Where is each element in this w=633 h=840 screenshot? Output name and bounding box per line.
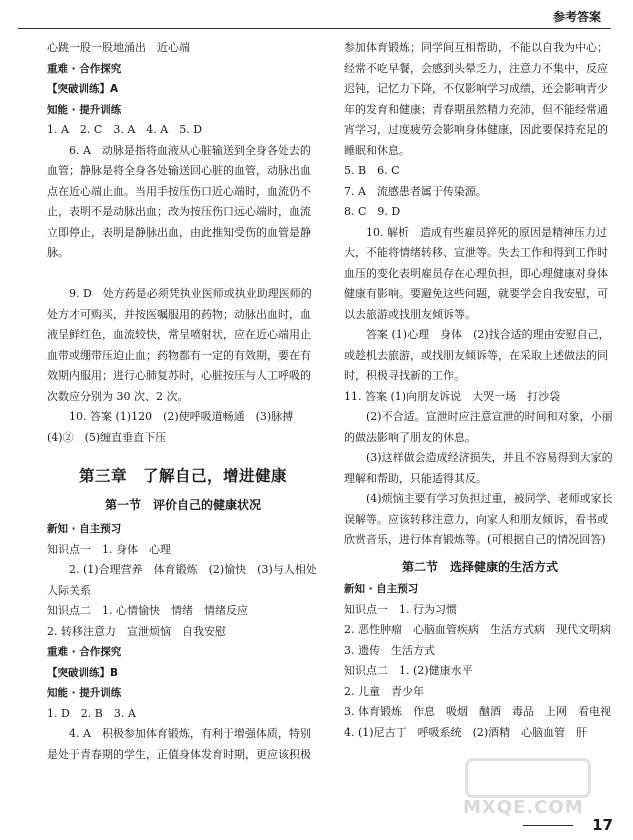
section-title: 第一节 评价自己的健康状况 — [104, 497, 261, 512]
answer-line: 知识点二 1. 心情愉快 情绪 情绪反应 — [47, 604, 248, 617]
answer-paragraph: 10. 答案 (1)120 (2)使呼吸道畅通 (3)脉搏 (4)② (5)缠直垂直下压 — [47, 410, 305, 444]
answer-line: 3. 遗传 生活方式 — [344, 643, 435, 657]
answer-line: 7. A 流感患者属于传染源。 — [344, 184, 487, 198]
answer-paragraph: 4. A 积极参加体育锻炼，有利于增强体质，特别是处于青春期的学生，正值身体发育时期，更应该积极 — [47, 727, 311, 761]
answer-line: 4. (1)尼古丁 呼吸系统 (2)酒精 心脑血管 肝 — [344, 725, 588, 739]
footer-rule — [523, 825, 573, 826]
chapter-title: 第三章 了解自己，增进健康 — [78, 467, 287, 485]
answer-line: 11. 答案 (1)向朋友诉说 大哭一场 打沙袋 — [344, 389, 561, 403]
watermark-frame — [465, 758, 591, 798]
answer-paragraph: (4)烦恼主要有学习负担过重，被同学、老师或家长误解等。应该转移注意力，向家人和朋友倾诉，看书或欣赏音乐，进行体育锻炼等。(可根据自己的情况回答) — [344, 492, 613, 546]
subheading-zhineng: 知能 · 提升训练 — [47, 103, 122, 116]
answer-paragraph: 答案 (1)心理 身体 (2)找合适的理由安慰自己，或趁机去旅游，或找朋友倾诉等，在采取上述做法的同时，积极寻找新的工作。 — [344, 328, 610, 382]
subheading-zhongnan: 重难 · 合作探究 — [47, 62, 122, 75]
answer-line: 心跳一股一股地涌出 近心端 — [47, 41, 190, 54]
answer-line: 2. 儿童 青少年 — [344, 684, 424, 698]
answer-paragraph: 2. 恶性肿瘤 心脑血管疾病 生活方式病 现代文明病 — [344, 623, 611, 636]
answer-line: 知识点一 1. 行为习惯 — [344, 602, 457, 616]
answer-paragraph: 6. A 动脉是指将血液从心脏输送到全身各处去的血管；静脉是将全身各处输送回心脏的血管，动脉出血点在近心端止血。当用手按压伤口近心端时，血流仍不止，表明不是动脉出血；改为按压伤口远心端时，血流立即停止，表明是静脉出血，由此推知受伤的血管是静脉。 — [47, 143, 311, 259]
subheading-xinzhi: 新知 · 自主预习 — [344, 583, 419, 595]
answer-line: 1. D 2. B 3. A — [47, 706, 136, 720]
header-rule — [18, 28, 611, 29]
answer-paragraph: (2)不合适。宣泄时应注意宣泄的时间和对象，小丽的做法影响了朋友的休息。 — [344, 410, 613, 444]
watermark-logo — [463, 758, 593, 818]
subheading-zhineng: 知能 · 提升训练 — [47, 687, 122, 699]
answer-paragraph: 2. (1)合理营养 体育锻炼 (2)愉快 (3)与人相处 人际关系 — [47, 563, 328, 597]
right-column — [344, 38, 616, 743]
section-title: 第二节 选择健康的生活方式 — [401, 559, 558, 574]
answer-line: 2. 转移注意力 宣泄烦恼 自我安慰 — [47, 624, 226, 638]
page-number: 17 — [592, 816, 613, 834]
answer-paragraph: 3. 体育锻炼 作息 吸烟 酗酒 毒品 上网 看电视 — [344, 705, 611, 718]
answer-paragraph: (3)这样做会造成经济损失，并且不容易得到大家的理解和帮助，只能适得其反。 — [344, 451, 613, 485]
answer-paragraph: 参加体育锻炼；同学间互相帮助，不能以自我为中心；经常不吃早餐，会感到头晕乏力，注意力不集中，反应迟钝，记忆力下降，不仅影响学习成绩，还会影响青少年的发育和健康；青春期虽然精力充沛，但不能经常通宵学习，过度疲劳会影响身体健康，因此要保持充足的睡眠和休息。 — [344, 41, 608, 157]
answer-line: 知识点一 1. 身体 心理 — [47, 542, 171, 556]
subheading-zhongnan: 重难 · 合作探究 — [47, 646, 122, 658]
left-column — [47, 38, 328, 765]
subheading-xinzhi: 新知 · 自主预习 — [47, 523, 122, 535]
answer-line: 8. C 9. D — [344, 205, 401, 218]
answer-line: 5. B 6. C — [344, 164, 400, 177]
answer-line: 1. A 2. C 3. A 4. A 5. D — [47, 123, 203, 136]
answer-paragraph: 9. D 处方药是必须凭执业医师或执业助理医师的处方才可购买，并按医嘱服用的药物；动脉出血时，血液呈鲜红色，血流较快，常呈喷射状，应在近心端用止血带或绷带压迫止血；药物都有一定的有效期，要在有效期内服用；进行心肺复苏时，心脏按压与人工呼吸的次数应分别为 30 次、2 次。 — [47, 287, 312, 403]
answer-line: 知识点二 1. (2)健康水平 — [344, 664, 473, 677]
answer-paragraph: 10. 解析 造成有些雇员猝死的原因是精神压力过大，不能将情绪转移、宣泄等。失去工作和得到工作时血压的变化表明雇员存在心理负担，即心理健康对身体健康有影响。要避免这些问题，就要学会自我安慰，可以去旅游或找朋友倾诉等。 — [344, 225, 608, 321]
page-header-title: 参考答案 — [552, 10, 601, 24]
watermark-text: MXQE.COM — [463, 797, 584, 818]
tupo-training: 【突破训练】B — [47, 666, 119, 679]
tupo-training: 【突破训练】A — [47, 83, 119, 95]
